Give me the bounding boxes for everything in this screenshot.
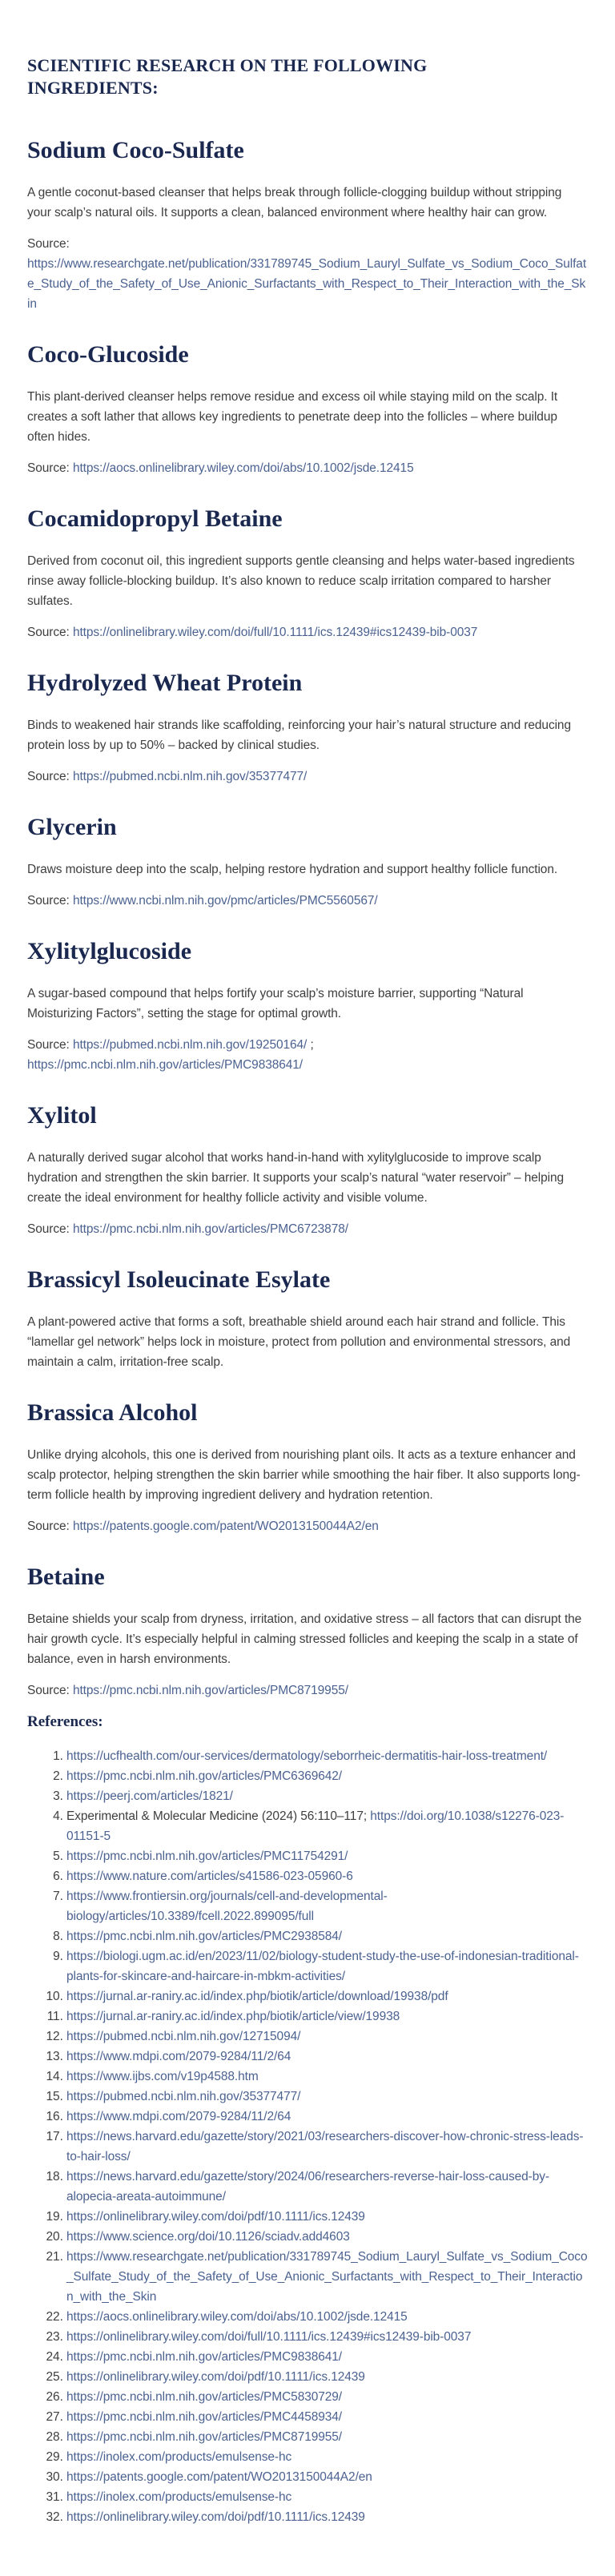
source-line [27, 891, 588, 911]
reference-link[interactable]: https://www.frontiersin.org/journals/cell-and-developmental-biology/articles/10.3389/fcell.2022.899095/full [66, 1890, 388, 1923]
reference-link[interactable]: https://onlinelibrary.wiley.com/doi/full/10.1111/ics.12439#ics12439-bib-0037 [66, 2330, 472, 2344]
reference-link[interactable]: https://pmc.ncbi.nlm.nih.gov/articles/PMC11754291/ [66, 1849, 348, 1863]
reference-item [66, 1786, 588, 1806]
ingredient-heading: Xylitol [27, 1102, 97, 1129]
source-line [27, 458, 588, 478]
source-link[interactable]: https://pmc.ncbi.nlm.nih.gov/articles/PMC6723878/ [72, 1222, 348, 1236]
ingredient-heading: Coco-Glucoside [27, 341, 189, 368]
reference-item [66, 2006, 588, 2027]
references-list [27, 1746, 588, 2527]
reference-item [66, 2407, 588, 2427]
reference-item [66, 2367, 588, 2387]
ingredient-heading: Hydrolyzed Wheat Protein [27, 670, 303, 696]
ingredient-heading: Glycerin [27, 814, 117, 840]
reference-link[interactable]: https://aocs.onlinelibrary.wiley.com/doi/abs/10.1002/jsde.12415 [66, 2310, 408, 2324]
reference-item [66, 2227, 588, 2247]
ingredient-section [27, 813, 588, 911]
reference-item [66, 2167, 588, 2207]
ingredient-description: A naturally derived sugar alcohol that works hand-in-hand with xylitylglucoside to improve scalp hydration and strengthen the skin barrier. It supports your scalp’s natural “water reservoir” – helping create the ideal environment for healthy follicle activity and visible volume. [27, 1151, 565, 1205]
reference-link[interactable]: https://pmc.ncbi.nlm.nih.gov/articles/PMC8719955/ [66, 2430, 343, 2444]
reference-link[interactable]: https://pubmed.ncbi.nlm.nih.gov/35377477/ [66, 2090, 301, 2103]
ingredient-heading: Xylitylglucoside [27, 938, 192, 964]
source-label: Source: [27, 894, 73, 908]
ingredient-description: A gentle coconut-based cleanser that helps break through follicle-clogging buildup without stripping your scalp’s natural oils. It supports a clean, balanced environment where healthy hair can grow. [27, 186, 562, 219]
reference-item [66, 2387, 588, 2407]
reference-link[interactable]: https://jurnal.ar-raniry.ac.id/index.php/biotik/article/view/19938 [66, 2010, 400, 2023]
reference-item [66, 1746, 588, 1766]
reference-link[interactable]: https://onlinelibrary.wiley.com/doi/pdf/10.1111/ics.12439 [66, 2370, 365, 2384]
reference-link[interactable]: https://doi.org/10.1038/s12276-023-01151-5 [66, 1809, 565, 1843]
reference-link[interactable]: https://pmc.ncbi.nlm.nih.gov/articles/PMC6369642/ [66, 1769, 343, 1783]
reference-link[interactable]: https://www.ijbs.com/v19p4588.htm [66, 2070, 259, 2083]
sections [27, 136, 588, 1701]
source-line [27, 234, 588, 314]
reference-text: Experimental & Molecular Medicine (2024) 56:110–117; [66, 1809, 371, 1823]
reference-item [66, 2447, 588, 2467]
source-label: Source: [27, 770, 73, 783]
ingredient-section [27, 937, 588, 1075]
reference-item [66, 2487, 588, 2507]
reference-link[interactable]: https://ucfhealth.com/our-services/dermatology/seborrheic-dermatitis-hair-loss-treatment/ [66, 1749, 548, 1763]
reference-link[interactable]: https://www.mdpi.com/2079-9284/11/2/64 [66, 2110, 291, 2123]
reference-item [66, 2067, 588, 2087]
reference-item [66, 1986, 588, 2006]
reference-item [66, 1846, 588, 1866]
source-link[interactable]: https://onlinelibrary.wiley.com/doi/full/10.1111/ics.12439#ics12439-bib-0037 [72, 626, 478, 639]
source-label: Source: [27, 461, 73, 475]
ingredient-description: A sugar-based compound that helps fortify your scalp’s moisture barrier, supporting “Natural Moisturizing Factors”, setting the stage for optimal growth. [27, 987, 524, 1020]
page-title-line2: INGREDIENTS: [27, 78, 159, 98]
page-title [27, 54, 588, 99]
reference-link[interactable]: https://news.harvard.edu/gazette/story/2021/03/researchers-discover-how-chronic-stress-leads-to-hair-loss/ [66, 2130, 584, 2163]
source-link[interactable]: https://pmc.ncbi.nlm.nih.gov/articles/PMC8719955/ [72, 1684, 348, 1697]
source-line [27, 767, 588, 787]
source-label: Source: [27, 1519, 73, 1533]
reference-item [66, 1806, 588, 1846]
source-line [27, 622, 588, 642]
reference-link[interactable]: https://inolex.com/products/emulsense-hc [66, 2490, 292, 2504]
ingredient-description: This plant-derived cleanser helps remove residue and excess oil while staying mild on the scalp. It creates a soft lather that allows key ingredients to penetrate deep into the follicles – where buildup often hides. [27, 390, 558, 444]
reference-item [66, 2087, 588, 2107]
ingredient-heading: Brassicyl Isoleucinate Esylate [27, 1266, 331, 1293]
reference-link[interactable]: https://www.mdpi.com/2079-9284/11/2/64 [66, 2050, 291, 2063]
reference-item [66, 2327, 588, 2347]
ingredient-description: Draws moisture deep into the scalp, helping restore hydration and support healthy follicle function. [27, 863, 558, 876]
reference-item [66, 2207, 588, 2227]
source-line [27, 1516, 588, 1536]
ingredient-section [27, 669, 588, 787]
source-label: Source: [27, 237, 70, 251]
reference-item [66, 2247, 588, 2307]
page-title-line1: SCIENTIFIC RESEARCH ON THE FOLLOWING [27, 55, 428, 75]
reference-link[interactable]: https://biologi.ugm.ac.id/en/2023/11/02/biology-student-study-the-use-of-indonesian-traditional-plants-for-skincare-and-haircare-in-mbkm-activities/ [66, 1950, 579, 1983]
source-label: Source: [27, 1222, 73, 1236]
reference-item [66, 1866, 588, 1886]
source-link[interactable]: https://patents.google.com/patent/WO2013150044A2/en [72, 1519, 379, 1533]
ingredient-section [27, 136, 588, 314]
ingredient-heading: Sodium Coco-Sulfate [27, 137, 244, 163]
ingredient-description: A plant-powered active that forms a soft, breathable shield around each hair strand and follicle. This “lamellar gel network” helps lock in moisture, protect from pollution and environmental stressors, and maintain a calm, irritation-free scalp. [27, 1315, 571, 1369]
reference-link[interactable]: https://inolex.com/products/emulsense-hc [66, 2450, 292, 2464]
reference-item [66, 1886, 588, 1926]
ingredient-section [27, 1563, 588, 1701]
ingredient-description: Derived from coconut oil, this ingredient supports gentle cleansing and helps water-based ingredients rinse away follicle-blocking buildup. It’s also known to reduce scalp irritation compared to harsher sulfates. [27, 554, 575, 608]
reference-item [66, 1946, 588, 1986]
reference-link[interactable]: https://peerj.com/articles/1821/ [66, 1789, 233, 1803]
references-heading: References: [27, 1713, 103, 1730]
reference-link[interactable]: https://www.researchgate.net/publication/331789745_Sodium_Lauryl_Sulfate_vs_Sodium_Coco_Sulfate_Study_of_the_Safety_of_Use_Anionic_Surfactants_with_Respect_to_Their_Interaction_with_the_Skin [66, 2250, 588, 2304]
reference-link[interactable]: https://onlinelibrary.wiley.com/doi/pdf/10.1111/ics.12439 [66, 2210, 365, 2224]
ingredient-description: Betaine shields your scalp from dryness, irritation, and oxidative stress – all factors that can disrupt the hair growth cycle. It’s especially helpful in calming stressed follicles and keeping the scalp in a state of balance, even in harsh environments. [27, 1612, 582, 1666]
ingredient-section [27, 340, 588, 478]
reference-item [66, 2347, 588, 2367]
reference-link[interactable]: https://pmc.ncbi.nlm.nih.gov/articles/PMC4458934/ [66, 2410, 343, 2424]
source-line: Source: https://pubmed.ncbi.nlm.nih.gov/19250164/ ; https://pmc.ncbi.nlm.nih.gov/articles/PMC9838641/ [27, 1038, 314, 1072]
source-label: Source: [27, 626, 73, 639]
source-link[interactable]: https://aocs.onlinelibrary.wiley.com/doi/abs/10.1002/jsde.12415 [72, 461, 414, 475]
ingredient-heading: Cocamidopropyl Betaine [27, 505, 283, 532]
source-link[interactable]: https://www.researchgate.net/publication/331789745_Sodium_Lauryl_Sulfate_vs_Sodium_Coco_Sulfate_Study_of_the_Safety_of_Use_Anionic_Surfactants_with_Respect_to_Their_Interaction_with_the_Skin [27, 257, 587, 311]
source-link[interactable]: https://pubmed.ncbi.nlm.nih.gov/19250164/ [72, 1038, 308, 1052]
reference-link[interactable]: https://patents.google.com/patent/WO2013150044A2/en [66, 2470, 372, 2484]
reference-item [66, 2507, 588, 2527]
ingredient-section [27, 1266, 588, 1372]
reference-item [66, 2047, 588, 2067]
reference-link[interactable]: https://pubmed.ncbi.nlm.nih.gov/12715094/ [66, 2030, 301, 2043]
reference-link[interactable]: https://www.science.org/doi/10.1126/sciadv.add4603 [66, 2230, 350, 2244]
source-label: Source: [27, 1684, 73, 1697]
ingredient-section [27, 505, 588, 642]
source-link[interactable]: https://pubmed.ncbi.nlm.nih.gov/35377477/ [72, 770, 308, 783]
ingredient-heading: Brassica Alcohol [27, 1399, 198, 1426]
reference-item [66, 2107, 588, 2127]
reference-link[interactable]: https://www.nature.com/articles/s41586-023-05960-6 [66, 1870, 353, 1883]
ingredient-description: Unlike drying alcohols, this one is derived from nourishing plant oils. It acts as a texture enhancer and scalp protector, helping strengthen the skin barrier while smoothing the hair fiber. It also supports long-term follicle health by improving ingredient delivery and hydration retention. [27, 1448, 581, 1502]
source-label: Source: [27, 1038, 73, 1052]
ingredient-description: Binds to weakened hair strands like scaffolding, reinforcing your hair’s natural structure and reducing protein loss by up to 50% – backed by clinical studies. [27, 718, 571, 752]
reference-item [66, 2467, 588, 2487]
reference-item [66, 2127, 588, 2167]
source-line [27, 1219, 588, 1239]
reference-item [66, 2307, 588, 2327]
ingredient-section [27, 1399, 588, 1536]
reference-link[interactable]: https://pmc.ncbi.nlm.nih.gov/articles/PMC2938584/ [66, 1930, 343, 1943]
reference-link[interactable]: https://pmc.ncbi.nlm.nih.gov/articles/PMC5830729/ [66, 2390, 343, 2404]
reference-item [66, 2427, 588, 2447]
ingredient-heading: Betaine [27, 1564, 105, 1590]
ingredient-section [27, 1101, 588, 1239]
reference-link[interactable]: https://news.harvard.edu/gazette/story/2024/06/researchers-reverse-hair-loss-caused-by-alopecia-areata-autoimmune/ [66, 2170, 549, 2204]
reference-item [66, 1766, 588, 1786]
reference-link[interactable]: https://pmc.ncbi.nlm.nih.gov/articles/PMC9838641/ [66, 2350, 343, 2364]
reference-item [66, 2027, 588, 2047]
source-link[interactable]: https://www.ncbi.nlm.nih.gov/pmc/articles/PMC5560567/ [72, 894, 378, 908]
reference-item [66, 1926, 588, 1946]
reference-link[interactable]: https://jurnal.ar-raniry.ac.id/index.php/biotik/article/download/19938/pdf [66, 1990, 448, 2003]
source-link[interactable]: https://pmc.ncbi.nlm.nih.gov/articles/PMC9838641/ [27, 1058, 303, 1072]
reference-link[interactable]: https://onlinelibrary.wiley.com/doi/pdf/10.1111/ics.12439 [66, 2510, 365, 2524]
source-line [27, 1680, 588, 1701]
